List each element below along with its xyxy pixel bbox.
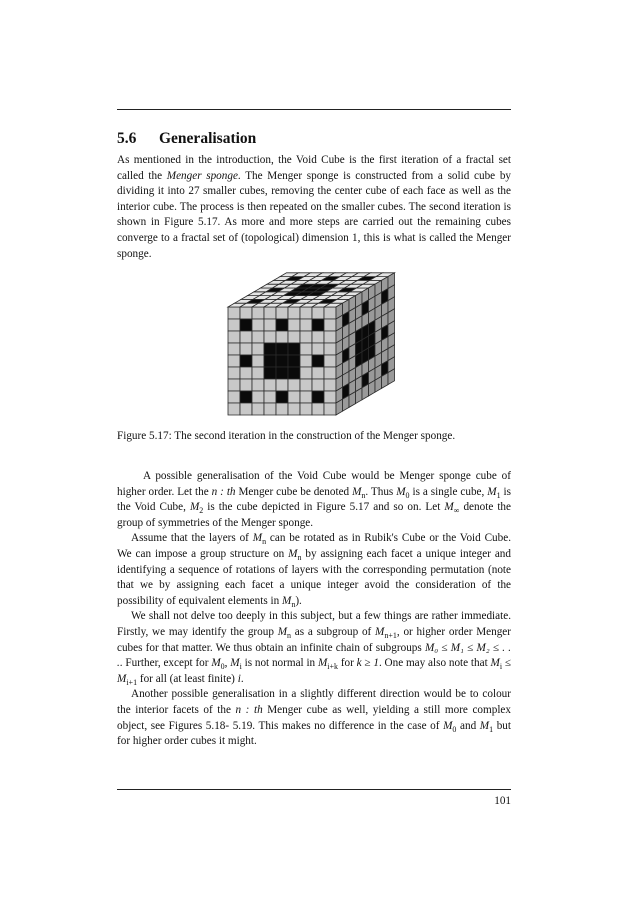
front-face-cell <box>312 319 324 331</box>
text-run: is a single cube, <box>409 485 488 498</box>
math-M: M <box>252 532 263 545</box>
front-face-cell <box>264 403 276 415</box>
front-face-cell <box>252 367 264 379</box>
text-run: , <box>224 657 231 670</box>
front-face-cell <box>324 379 336 391</box>
math-nth: n : th <box>235 703 263 716</box>
text-run: Assume that the layers of <box>131 532 253 545</box>
text-run: is the Void Cube, <box>117 485 511 514</box>
paragraph-subgroups <box>117 609 511 687</box>
front-face-cell <box>276 319 288 331</box>
front-face-cell <box>264 307 276 319</box>
math-subscript: n <box>361 490 366 500</box>
front-face-cell <box>300 355 312 367</box>
front-face-cell <box>300 319 312 331</box>
paragraph-generalisation <box>117 469 511 531</box>
text-run: . Further, except for <box>119 657 212 670</box>
text-run: . One may also note that <box>378 657 491 670</box>
text-run: Another possible generalisation in a slightly different direction would be to colour the interior facets of the <box>117 688 511 716</box>
text-run: is the cube depicted in Figure 5.17 and so on. Let <box>203 501 445 514</box>
front-face-cell <box>252 307 264 319</box>
front-face-cell <box>240 343 252 355</box>
front-face-cell <box>264 367 276 379</box>
front-face-cell <box>288 355 300 367</box>
section-heading <box>117 130 511 148</box>
front-face-cell <box>240 307 252 319</box>
intro-paragraph <box>117 153 511 262</box>
math-subscript: n <box>291 599 296 609</box>
intro-text-1: As mentioned in the introduction, the Void Cube is the first iteration of a fractal set called the <box>117 154 511 182</box>
math-subscript: 0 <box>220 662 225 672</box>
menger-sponge-figure <box>226 271 416 417</box>
page-number: 101 <box>494 795 511 807</box>
text-run: but for higher order cubes it might. <box>117 719 512 748</box>
front-face-cell <box>288 307 300 319</box>
text-run: , or higher order Menger cubes for that matter. We thus obtain an infinite chain of subgroups <box>117 625 511 654</box>
math-M: M <box>444 501 454 514</box>
math-M: M <box>375 625 385 638</box>
front-face-cell <box>288 379 300 391</box>
math-subscript: i+1 <box>126 677 138 687</box>
math-M: M <box>117 672 127 685</box>
math-subscript: ∞ <box>453 506 460 516</box>
math-M: M <box>490 657 500 670</box>
front-face-cell <box>240 403 252 415</box>
front-face-cell <box>264 319 276 331</box>
math-M: M <box>317 657 328 670</box>
front-face-cell <box>264 355 276 367</box>
front-face-cell <box>276 331 288 343</box>
front-face-cell <box>300 307 312 319</box>
front-face-cell <box>276 391 288 403</box>
text-run: and <box>456 719 480 732</box>
math-M: M <box>282 594 292 607</box>
front-face-cell <box>324 307 336 319</box>
math-M: M <box>277 625 288 638</box>
math-subscript: 1 <box>489 724 494 734</box>
front-face-cell <box>264 343 276 355</box>
front-face-cell <box>288 403 300 415</box>
front-face-cell <box>240 331 252 343</box>
math-M: M <box>288 547 298 560</box>
text-run: We shall not delve too deeply in this subject, but a few things are rather immediate. Firstly, we may identify the group <box>117 610 511 638</box>
front-face-cell <box>312 355 324 367</box>
math-subgroup-chain: M₀ ≤ M₁ ≤ M₂ ≤ . . . <box>117 641 511 670</box>
front-face-cell <box>240 367 252 379</box>
text-run: can be rotated as in Rubik's Cube or the Void Cube. We can impose a group structure on <box>117 532 511 560</box>
math-k-condition: k ≥ 1 <box>356 657 379 670</box>
math-subscript: n+1 <box>384 631 397 641</box>
figure-caption: Figure 5.17: The second iteration in the construction of the Menger sponge. <box>117 430 456 442</box>
front-face-cell <box>300 379 312 391</box>
footer-rule <box>117 789 511 790</box>
section-number: 5.6 <box>117 130 137 147</box>
math-M: M <box>352 485 362 498</box>
text-run: A possible generalisation of the Void Cube would be Menger sponge cube of higher order. Let the <box>117 470 511 498</box>
front-face-cell <box>228 355 240 367</box>
text-run: for <box>338 657 357 670</box>
front-face-cell <box>240 355 252 367</box>
text-run: . <box>240 672 244 685</box>
front-face-cell <box>252 343 264 355</box>
math-subscript: 1 <box>496 490 501 500</box>
front-face-cell <box>228 379 240 391</box>
front-face-cell <box>252 319 264 331</box>
front-face-cell <box>300 403 312 415</box>
section-title: Generalisation <box>159 130 257 147</box>
math-le: ≤ <box>502 657 512 670</box>
math-subscript: 0 <box>405 490 410 500</box>
front-face-cell <box>300 331 312 343</box>
front-face-cell <box>264 391 276 403</box>
math-M: M <box>211 657 221 670</box>
front-face-cell <box>276 355 288 367</box>
text-run: Menger cube as well, yielding a still more complex object, see Figures 5.18- 5.19. This makes no difference in the case of <box>117 703 511 732</box>
text-run: for all (at least finite) <box>137 672 238 685</box>
front-face-cell <box>288 367 300 379</box>
front-face-cell <box>312 367 324 379</box>
math-subscript: i+k <box>327 662 339 672</box>
front-face-cell <box>228 331 240 343</box>
front-face-cell <box>276 307 288 319</box>
front-face-cell <box>324 319 336 331</box>
front-face-cell <box>264 379 276 391</box>
front-face-cell <box>312 343 324 355</box>
math-M: M <box>189 501 200 514</box>
front-face-cell <box>324 367 336 379</box>
front-face-cell <box>240 391 252 403</box>
math-M: M <box>487 485 497 498</box>
front-face-cell <box>228 403 240 415</box>
front-face-cell <box>312 331 324 343</box>
math-subscript: i <box>239 662 242 672</box>
front-face-cell <box>240 319 252 331</box>
text-run: . Thus <box>365 485 397 498</box>
math-i: i <box>237 672 241 685</box>
front-face-cell <box>228 319 240 331</box>
math-subscript: 2 <box>199 506 204 516</box>
math-M: M <box>443 719 453 732</box>
math-subscript: n <box>262 537 267 547</box>
front-face-cell <box>324 331 336 343</box>
front-face-cell <box>240 379 252 391</box>
math-subscript: 0 <box>452 724 457 734</box>
front-face-cell <box>324 355 336 367</box>
math-subscript: n <box>287 631 292 641</box>
front-face-cell <box>252 403 264 415</box>
paragraph-group-structure <box>117 531 511 609</box>
front-face-cell <box>324 403 336 415</box>
text-run: ). <box>295 594 302 607</box>
menger-front-face <box>228 307 336 415</box>
front-face-cell <box>252 391 264 403</box>
front-face-cell <box>312 403 324 415</box>
text-run: Menger cube be denoted <box>235 485 353 498</box>
front-face-cell <box>228 367 240 379</box>
front-face-cell <box>252 331 264 343</box>
front-face-cell <box>300 343 312 355</box>
front-face-cell <box>228 343 240 355</box>
menger-sponge-emphasis: Menger sponge <box>166 169 238 182</box>
front-face-cell <box>264 331 276 343</box>
front-face-cell <box>288 391 300 403</box>
front-face-cell <box>252 355 264 367</box>
front-face-cell <box>252 379 264 391</box>
intro-text-2: . The Menger sponge is constructed from a solid cube by dividing it into 27 smaller cubes, removing the center cube of each face as well as the interior cube. The process is then repeated on the smaller cubes. The second iteration is shown in Figure 5.17. As more and more steps are carried out the remaining cubes converge to a fractal set of (topological) dimension 1, this is what is called the Menger sponge. <box>117 169 512 260</box>
front-face-cell <box>228 307 240 319</box>
math-nth: n : th <box>211 485 236 498</box>
front-face-cell <box>312 307 324 319</box>
front-face-cell <box>324 343 336 355</box>
math-M: M <box>479 719 490 732</box>
front-face-cell <box>288 343 300 355</box>
front-face-cell <box>276 403 288 415</box>
front-face-cell <box>288 319 300 331</box>
math-M: M <box>230 657 240 670</box>
front-face-cell <box>276 367 288 379</box>
paragraph-interior-facets <box>117 687 511 749</box>
front-face-cell <box>300 367 312 379</box>
front-face-cell <box>300 391 312 403</box>
front-face-cell <box>276 343 288 355</box>
math-subscript: n <box>297 553 302 563</box>
text-run: denote the group of symmetries of the Menger sponge. <box>117 501 511 529</box>
math-subscript: i <box>499 662 503 672</box>
text-run: by assigning each facet a unique integer and identifying a sequence of rotations of layers with the corresponding permutation (note that we by assigning each facet a unique integer avoid the consideration of the possibility of equivalent elements in <box>117 547 511 607</box>
front-face-cell <box>228 391 240 403</box>
front-face-cell <box>276 379 288 391</box>
front-face-cell <box>324 391 336 403</box>
math-M: M <box>396 485 406 498</box>
front-face-cell <box>312 391 324 403</box>
text-run: as a subgroup of <box>291 625 376 638</box>
body-text <box>117 469 511 750</box>
front-face-cell <box>288 331 300 343</box>
header-rule <box>117 109 511 110</box>
text-run: is not normal in <box>241 657 318 670</box>
front-face-cell <box>312 379 324 391</box>
